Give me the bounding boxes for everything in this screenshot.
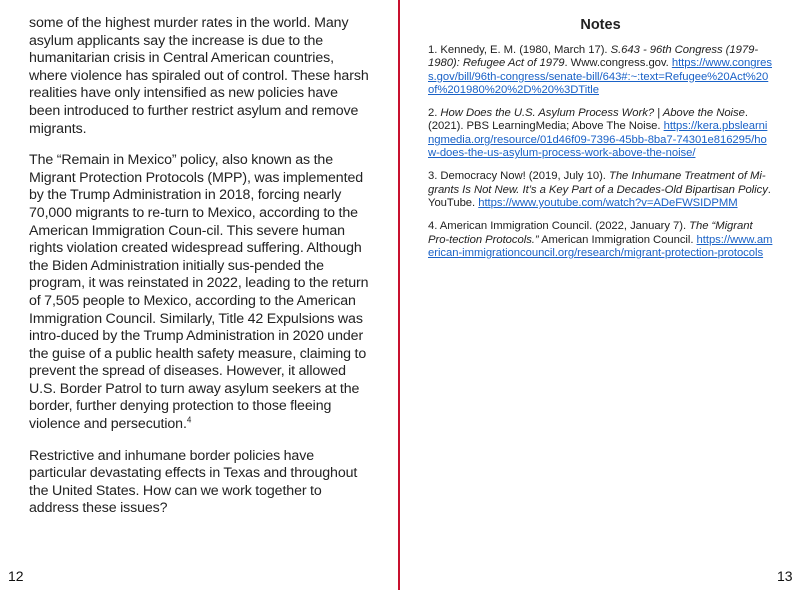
page-number-left: 12	[8, 568, 24, 584]
note-citation: American Immigration Council. (2022, January 7).	[439, 220, 690, 233]
note-title: S.643 - 96th Congress (1979-1980): Refugee Act of 1979	[428, 44, 759, 70]
note-link[interactable]: https://www.american-immigrationcouncil.org/research/migrant-protection-protocols	[428, 233, 773, 259]
note-number: 1.	[428, 44, 438, 56]
note-title: The Inhumane Treatment of Mi-grants Is Not New. It’s a Key Part of a Decades-Old Bipartisan Policy	[428, 170, 768, 196]
note-title: The “Migrant Pro-tection Protocols.”	[428, 220, 753, 246]
note-citation: Kennedy, E. M. (1980, March 17).	[440, 44, 611, 56]
notes-list	[428, 44, 773, 270]
note-number: 2.	[428, 107, 438, 120]
page-number-right: 13	[777, 568, 793, 584]
note-source: American Immigration Council.	[538, 233, 697, 246]
note-link[interactable]: https://kera.pbslearningmedia.org/resource/01d46f09-7396-45bb-8ba7-74301e816295/how-does-the-us-asylum-process-work-above-the-noise/	[428, 120, 768, 160]
note-citation: Democracy Now! (2019, July 10).	[440, 170, 609, 183]
note-item	[428, 170, 773, 210]
note-item	[428, 107, 773, 160]
notes-title: Notes	[580, 17, 621, 33]
paragraph-2-text: The “Remain in Mexico” policy, also known as the Migrant Protection Protocols (MPP), was implemented by the Trump Administration in 2018, forcing nearly 70,000 migrants to re-turn to Mexico, according to the American Immigration Coun-cil. This severe human rights violation created widespread suffering. Although the Biden Administration initially sus-pended the program, it was reinstated in 2022, leading to the return of 7,505 people to Mexico, according to the American Immigration Council. Similarly, Title 42 Expulsions was intro-duced by the Trump Administration in 2020 under the guise of a public health safety measure, claiming to prevent the spread of diseases. However, it allowed U.S. Border Patrol to turn away asylum seekers at the border, further denying protection to those fleeing violence and persecution.	[29, 152, 369, 433]
note-number: 4.	[428, 220, 438, 233]
note-title: How Does the U.S. Asylum Process Work? | Above the Noise	[440, 107, 745, 120]
left-page	[0, 0, 398, 590]
note-source: . Www.congress.gov.	[564, 57, 672, 70]
note-link[interactable]: https://www.youtube.com/watch?v=ADeFWSIDPMM	[478, 196, 738, 209]
note-source: . YouTube.	[428, 183, 771, 209]
note-item	[428, 220, 773, 260]
note-item	[428, 44, 773, 97]
note-source: . (2021). PBS LearningMedia; Above The Noise.	[428, 107, 748, 133]
page-divider	[398, 0, 400, 590]
footnote-marker: 4	[186, 415, 192, 425]
paragraph-1: some of the highest murder rates in the world. Many asylum applicants say the increase is due to the humanitarian crisis in Central American countries, where violence has spiraled out of control. These harsh realities have only intensified as new policies have been introduced to further restrict asylum and remove migrants.	[29, 15, 369, 137]
right-page	[401, 0, 800, 590]
paragraph-2	[29, 152, 369, 434]
note-number: 3.	[428, 170, 438, 183]
note-link[interactable]: https://www.congress.gov/bill/96th-congress/senate-bill/643#:~:text=Refugee%20Act%20of%201980%20%2D%20%3DTitle	[428, 57, 772, 96]
body-text	[29, 15, 369, 532]
paragraph-3: Restrictive and inhumane border policies have particular devastating effects in Texas and throughout the United States. How can we work together to address these issues?	[29, 447, 358, 517]
